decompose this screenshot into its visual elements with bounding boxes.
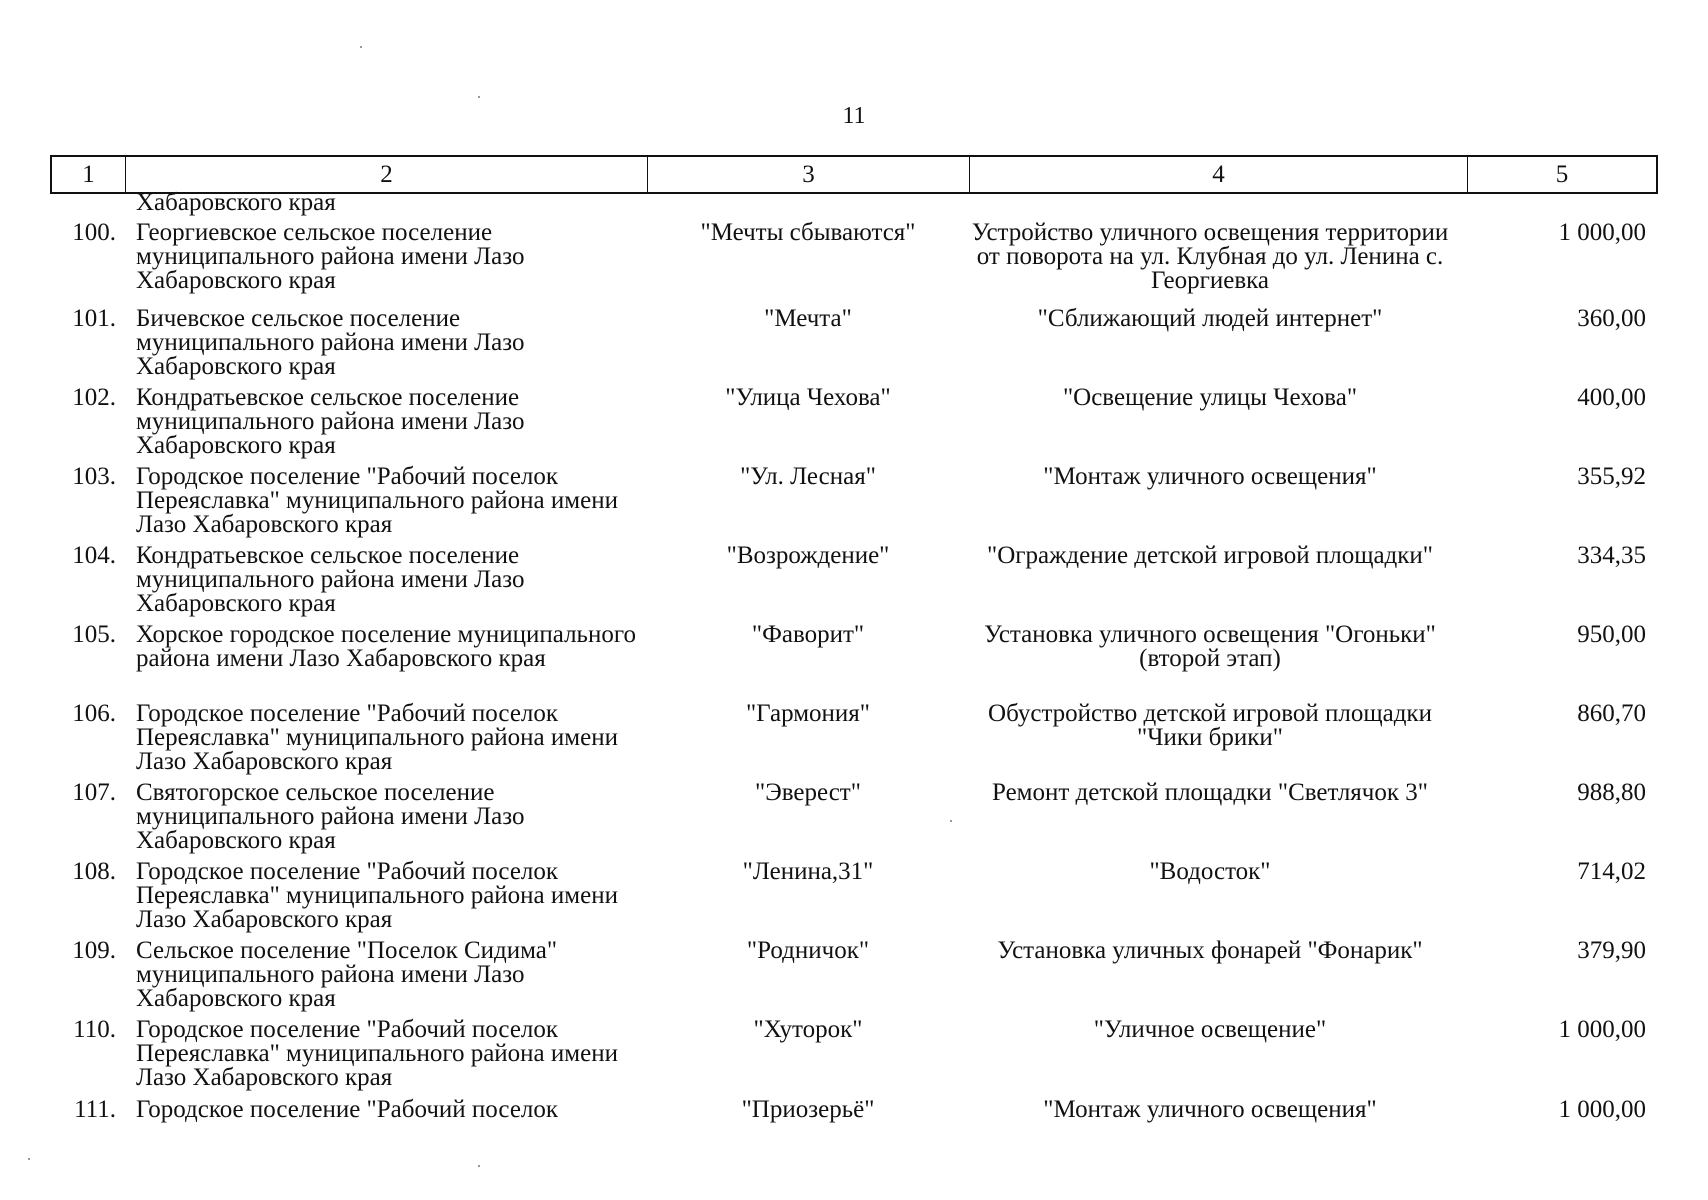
initiative-name-cell: "Ленина,31" (742, 858, 874, 885)
municipality-cell: Бичевское сельское поселение муниципального района имени Лазо Хабаровского края (136, 305, 525, 380)
municipality-cell: Городское поселение "Рабочий поселок Переяславка" муниципального района имени Лазо Хабаровского края (136, 858, 618, 933)
amount-cell: 1 000,00 (1558, 1016, 1646, 1043)
project-cell: Установка уличного освещения "Огоньки" (второй этап) (984, 621, 1436, 672)
amount-cell: 950,00 (1577, 621, 1646, 648)
header-col-1: 1 (52, 157, 126, 192)
row-number: 111. (74, 1096, 116, 1123)
initiative-name-cell: "Эверест" (755, 779, 861, 806)
project-cell: "Уличное освещение" (1093, 1016, 1327, 1043)
initiative-name-cell: "Родничок" (746, 937, 870, 964)
row-number: 107. (72, 779, 116, 806)
row-number: 102. (72, 384, 116, 411)
amount-cell: 379,90 (1577, 937, 1646, 964)
header-col-3: 3 (648, 157, 970, 192)
municipality-cell: Городское поселение "Рабочий поселок (136, 1096, 559, 1123)
amount-cell: 400,00 (1577, 384, 1646, 411)
municipality-cell: Городское поселение "Рабочий поселок Переяславка" муниципального района имени Лазо Хабаровского края (136, 463, 618, 538)
scan-speck (360, 46, 362, 48)
municipality-cell: Сельское поселение "Поселок Сидима" муниципального района имени Лазо Хабаровского края (136, 937, 558, 1012)
municipality-cell: Городское поселение "Рабочий поселок Переяславка" муниципального района имени Лазо Хабаровского края (136, 700, 618, 775)
project-cell: "Ограждение детской игровой площадки" (987, 542, 1433, 569)
scan-speck (478, 96, 480, 98)
row-number: 104. (72, 542, 116, 569)
initiative-name-cell: "Ул. Лесная" (740, 463, 876, 490)
municipality-cell: Кондратьевское сельское поселение муниципального района имени Лазо Хабаровского края (136, 384, 525, 459)
municipality-cell: Кондратьевское сельское поселение муниципального района имени Лазо Хабаровского края (136, 542, 525, 617)
initiative-name-cell: "Возрождение" (726, 542, 890, 569)
initiative-name-cell: "Приозерьё" (741, 1096, 875, 1123)
amount-cell: 1 000,00 (1558, 219, 1646, 246)
project-cell: "Монтаж уличного освещения" (1043, 1096, 1377, 1123)
scan-speck (950, 820, 952, 822)
project-cell: "Водосток" (1149, 858, 1271, 885)
project-cell: Установка уличных фонарей "Фонарик" (997, 937, 1423, 964)
initiative-name-cell: "Мечты сбываются" (700, 219, 916, 246)
municipality-cell: Городское поселение "Рабочий поселок Переяславка" муниципального района имени Лазо Хабаровского края (136, 1016, 618, 1091)
header-col-2: 2 (126, 157, 648, 192)
project-cell: "Освещение улицы Чехова" (1062, 384, 1358, 411)
initiative-name-cell: "Гармония" (745, 700, 871, 727)
project-cell: Обустройство детской игровой площадки "Чики брики" (988, 700, 1432, 751)
amount-cell: 355,92 (1577, 463, 1646, 490)
initiative-name-cell: "Мечта" (764, 305, 852, 332)
project-cell: "Сближающий людей интернет" (1037, 305, 1383, 332)
scan-speck (478, 1165, 480, 1167)
initiative-name-cell: "Улица Чехова" (725, 384, 891, 411)
page-number: 11 (842, 103, 866, 129)
scan-speck (28, 1158, 30, 1160)
row-number: 110. (73, 1016, 116, 1043)
initiative-name-cell: "Хуторок" (753, 1016, 863, 1043)
amount-cell: 988,80 (1577, 779, 1646, 806)
amount-cell: 860,70 (1577, 700, 1646, 727)
project-cell: "Монтаж уличного освещения" (1043, 463, 1377, 490)
row-number: 100. (72, 219, 116, 246)
row-number: 108. (72, 858, 116, 885)
header-col-4: 4 (970, 157, 1468, 192)
project-cell: Ремонт детской площадки "Светлячок 3" (992, 779, 1428, 806)
amount-cell: 1 000,00 (1558, 1096, 1646, 1123)
header-col-5: 5 (1555, 161, 1569, 188)
amount-cell: 334,35 (1577, 542, 1646, 569)
continuation-text: Хабаровского края (136, 189, 336, 216)
municipality-cell: Хорское городское поселение муниципального района имени Лазо Хабаровского края (136, 621, 636, 672)
row-number: 101. (72, 305, 116, 332)
municipality-cell: Святогорское сельское поселение муниципального района имени Лазо Хабаровского края (136, 779, 525, 854)
initiative-name-cell: "Фаворит" (751, 621, 865, 648)
row-number: 105. (72, 621, 116, 648)
municipality-cell: Георгиевское сельское поселение муниципального района имени Лазо Хабаровского края (136, 219, 525, 294)
amount-cell: 714,02 (1577, 858, 1646, 885)
row-number: 109. (72, 937, 116, 964)
amount-cell: 360,00 (1577, 305, 1646, 332)
row-number: 103. (72, 463, 116, 490)
project-cell: Устройство уличного освещения территории от поворота на ул. Клубная до ул. Ленина с. Георгиевка (971, 219, 1449, 294)
row-number: 106. (72, 700, 116, 727)
